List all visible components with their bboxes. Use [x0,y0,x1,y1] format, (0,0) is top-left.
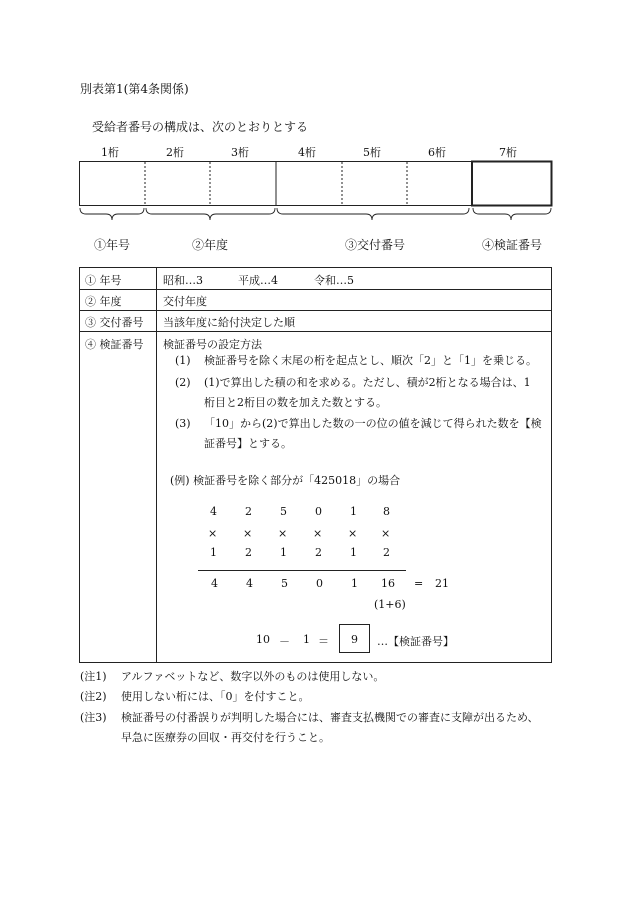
times-sign: × [243,527,253,540]
example-digit: 0 [315,505,322,518]
example-lines [198,571,406,653]
multiplier: 1 [210,546,217,559]
check-digit-result: 9 [351,633,358,646]
times-sign: × [278,527,288,540]
product: 5 [281,577,288,590]
times-sign: × [208,527,218,540]
final-minus: － [279,635,290,648]
note-2-text: 使用しない桁には、「0」を付すこと。 [121,690,310,703]
digit-label-5: 5桁 [363,146,381,159]
segment-label-issue-number: ③交付番号 [345,238,406,252]
example-digit: 8 [383,505,390,518]
note-2-label: (注2) [80,690,107,703]
step-1-number: (1) [175,354,191,367]
era-showa: 昭和…3 [163,274,203,287]
times-sign: × [313,527,323,540]
note-1-text: アルファベットなど、数字以外のものは使用しない。 [121,670,385,683]
note-3-text: 検証番号の付番誤りが判明した場合には、審査支払機関での審査に支障が出るため、 [121,711,539,724]
product: 16 [381,577,395,590]
digit-label-7: 7桁 [499,146,517,159]
final-ten: 10 [256,633,270,646]
digit-label-1: 1桁 [101,146,119,159]
multiplier: 2 [383,546,390,559]
step-1-text: 検証番号を除く末尾の桁を起点とし、順次「2」と「1」を乗じる。 [204,354,537,367]
segment-label-year-era: ①年号 [94,238,131,252]
method-title: 検証番号の設定方法 [163,338,262,351]
example-title: (例) 検証番号を除く部分が「425018」の場合 [170,474,401,487]
step-2-text-b: 桁目と2桁目の数を加えた数とする。 [204,396,387,409]
era-reiwa: 令和…5 [314,274,354,287]
segment-braces [80,208,551,220]
equals-sign: = [414,577,424,590]
row-label-era: ① 年号 [85,274,122,287]
step-2-number: (2) [175,376,191,389]
row-label-issue: ③ 交付番号 [85,316,144,329]
multiplier: 1 [280,546,287,559]
example-digit: 5 [280,505,287,518]
row-value-issue: 当該年度に給付決定した順 [163,316,295,329]
page-heading: 別表第1(第4条関係) [80,82,189,96]
example-digit: 2 [245,505,252,518]
digit-label-6: 6桁 [428,146,446,159]
digit-label-3: 3桁 [231,146,249,159]
sum-value: 21 [435,577,449,590]
note-3-text-continued: 早急に医療券の回収・再交付を行うこと。 [121,731,330,744]
check-digit-suffix: …【検証番号】 [377,635,454,648]
main-table-grid [80,268,552,663]
times-sign: × [381,527,391,540]
step-3-text-a: 「10」から(2)で算出した数の一の位の値を減じて得られた数を【検 [204,417,542,430]
example-digit: 1 [350,505,357,518]
multiplier: 2 [315,546,322,559]
example-digit: 4 [210,505,217,518]
row-label-year: ② 年度 [85,295,122,308]
note-3-label: (注3) [80,711,107,724]
intro-text: 受給者番号の構成は、次のとおりとする [92,120,309,134]
product: 4 [246,577,253,590]
digit-label-2: 2桁 [166,146,184,159]
row-value-year: 交付年度 [163,295,207,308]
multiplier: 2 [245,546,252,559]
digit-box [80,162,552,206]
times-sign: × [348,527,358,540]
era-heisei: 平成…4 [238,274,278,287]
product: 4 [211,577,218,590]
note-1-label: (注1) [80,670,107,683]
step-3-text-b: 証番号】とする。 [204,437,292,450]
segment-label-check-digit: ④検証番号 [482,238,543,252]
multiplier: 1 [350,546,357,559]
final-equals: ＝ [318,635,329,648]
step-2-text-a: (1)で算出した積の和を求める。ただし、積が2桁となる場合は、1 [204,376,531,389]
row-label-check: ④ 検証番号 [85,338,144,351]
digit-label-4: 4桁 [298,146,316,159]
step-3-number: (3) [175,417,191,430]
product: 1 [351,577,358,590]
final-one: 1 [303,633,310,646]
sum-breakdown: (1+6) [374,598,406,611]
segment-label-fiscal-year: ②年度 [192,238,229,252]
product: 0 [316,577,323,590]
